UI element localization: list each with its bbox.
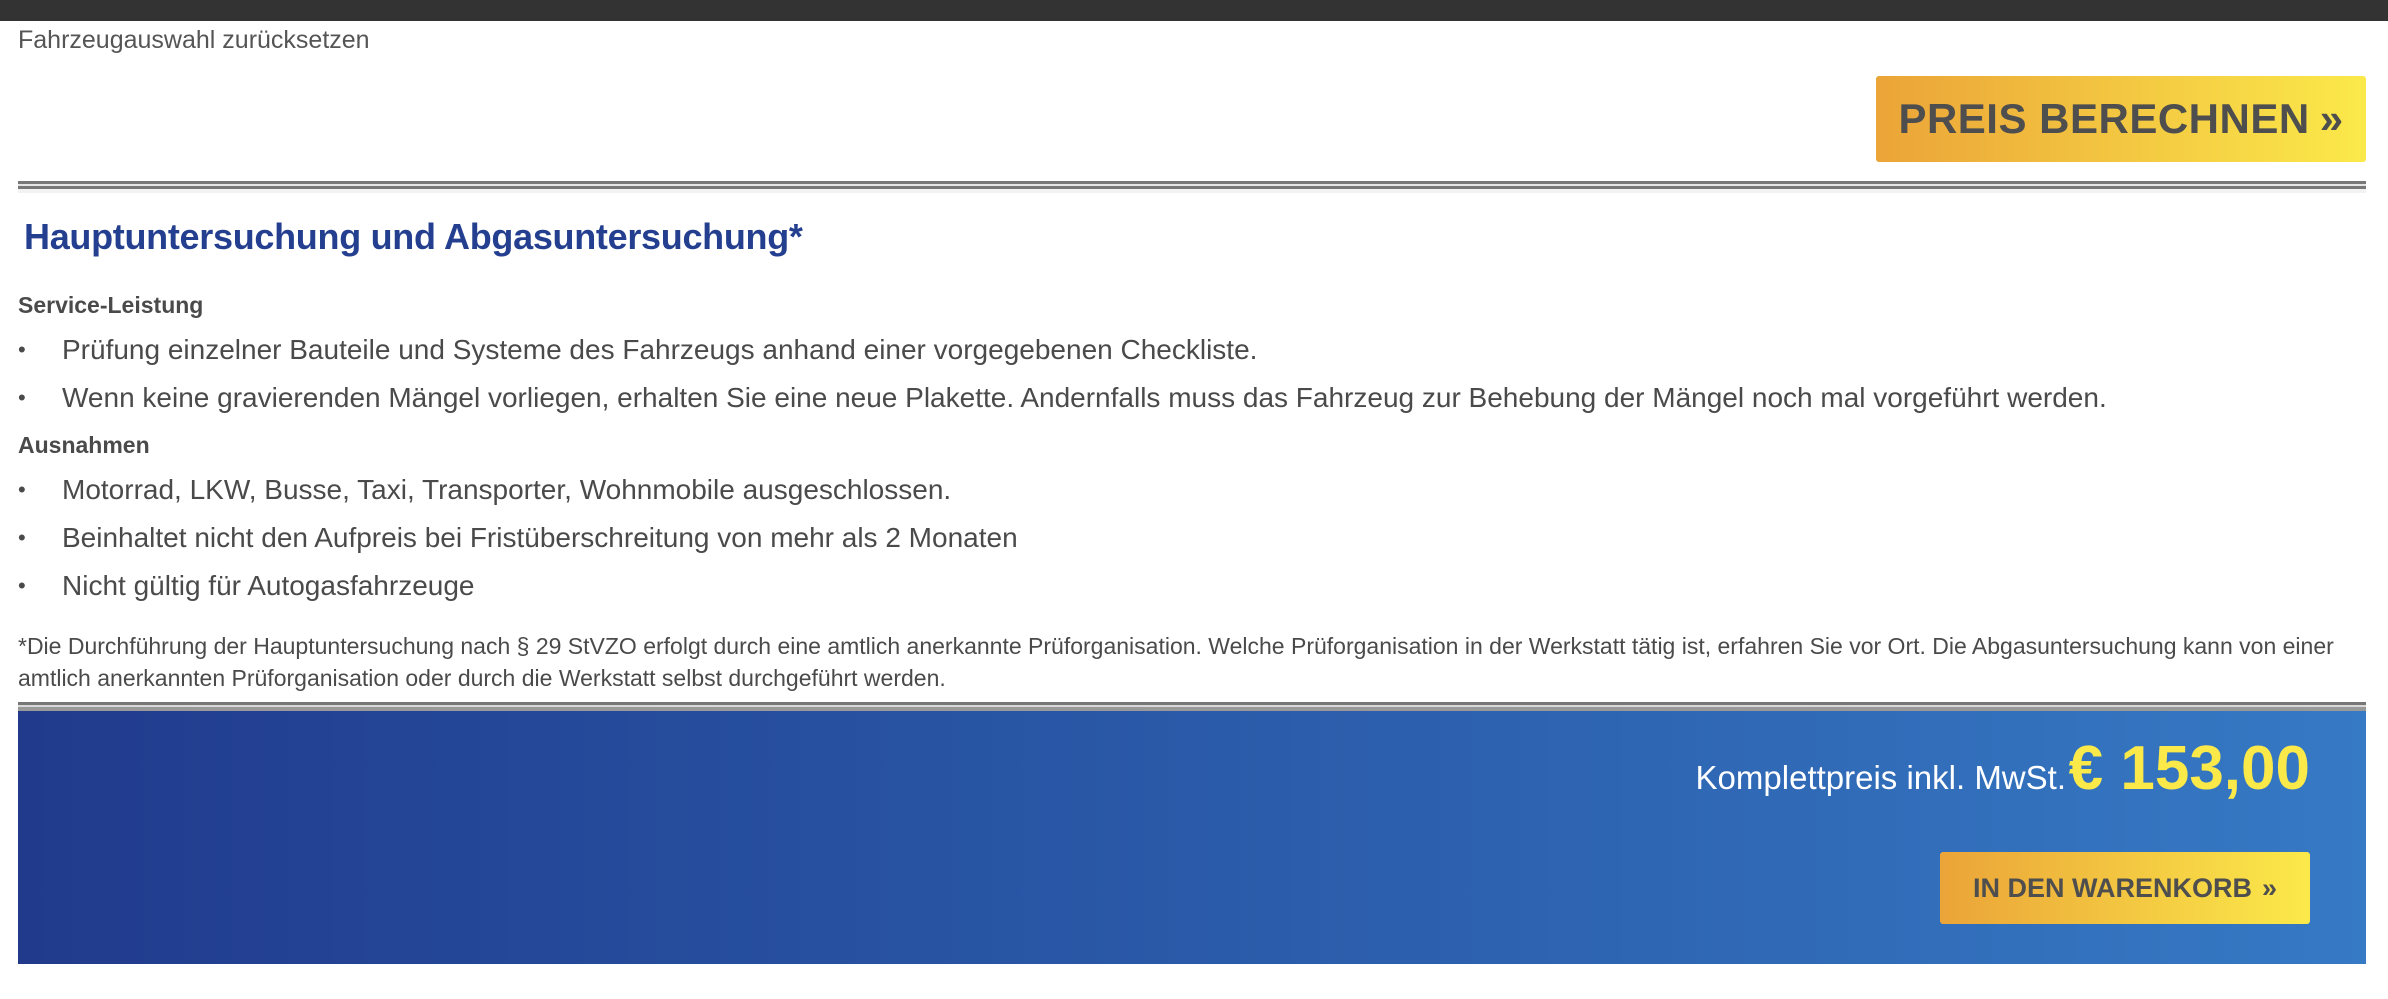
list-item-text: Prüfung einzelner Bauteile und Systeme des Fahrzeugs anhand einer vorgegebenen Checkliste. xyxy=(62,334,1258,365)
bullet-icon: • xyxy=(18,477,26,502)
bullet-icon: • xyxy=(18,573,26,598)
price-panel xyxy=(18,711,2366,964)
price-value: € 153,00 xyxy=(2068,734,2310,803)
legal-footnote: *Die Durchführung der Hauptuntersuchung nach § 29 StVZO erfolgt durch eine amtlich anerkannte Prüforganisation. Welche Prüforganisation in der Werkstatt tätig ist, erfahren Sie vor Ort. Die Abgasuntersuchung kann von einer amtlich anerkannten Prüforganisation oder durch die Werkstatt selbst durchgeführt werden. xyxy=(18,633,2334,691)
list-item-text: Nicht gültig für Autogasfahrzeuge xyxy=(62,570,475,601)
list-item-text: Beinhaltet nicht den Aufpreis bei Fristüberschreitung von mehr als 2 Monaten xyxy=(62,522,1018,553)
list-item xyxy=(18,514,1018,562)
top-bar xyxy=(0,0,2388,21)
calculate-price-button[interactable] xyxy=(1876,76,2366,162)
double-chevron-right-icon: » xyxy=(2261,872,2278,903)
reset-vehicle-link[interactable]: Fahrzeugauswahl zurücksetzen xyxy=(18,26,370,54)
list-item xyxy=(18,466,1018,514)
list-item-text: Wenn keine gravierenden Mängel vorliegen, erhalten Sie eine neue Plakette. Andernfalls muss das Fahrzeug zur Behebung der Mängel noch mal vorgeführt werden. xyxy=(62,382,2107,413)
service-leistung-heading: Service-Leistung xyxy=(18,292,204,318)
bullet-icon: • xyxy=(18,385,26,410)
service-title: Hauptuntersuchung und Abgasuntersuchung* xyxy=(24,216,803,257)
price-label: Komplettpreis inkl. MwSt. xyxy=(1695,759,2066,796)
service-leistung-list xyxy=(18,326,2107,422)
section-divider-bottom xyxy=(18,702,2366,711)
double-chevron-right-icon: » xyxy=(2319,95,2344,142)
section-divider-top xyxy=(18,181,2366,193)
bullet-icon: • xyxy=(18,525,26,550)
list-item xyxy=(18,562,1018,610)
ausnahmen-heading: Ausnahmen xyxy=(18,432,150,458)
list-item xyxy=(18,326,2107,374)
ausnahmen-list xyxy=(18,466,1018,610)
bullet-icon: • xyxy=(18,337,26,362)
list-item-text: Motorrad, LKW, Busse, Taxi, Transporter, Wohnmobile ausgeschlossen. xyxy=(62,474,952,505)
add-to-cart-label: IN DEN WARENKORB xyxy=(1972,872,2252,903)
list-item xyxy=(18,374,2107,422)
add-to-cart-button[interactable] xyxy=(1940,852,2310,924)
calculate-price-label: PREIS BERECHNEN xyxy=(1898,95,2310,142)
